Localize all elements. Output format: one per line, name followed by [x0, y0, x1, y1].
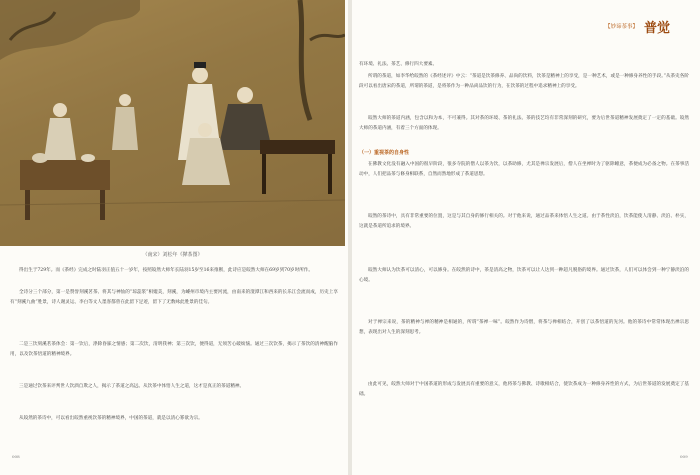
right-page-number: 009: [680, 454, 688, 459]
left-paragraph-1: 得出生于729年。而《茶经》完成之时陆羽正值五十一岁年，按照皎然大师年长陆羽15岁至16来推断，此诗应是皎然大师在69岁到70岁时所作。: [19, 268, 313, 273]
song-dynasty-painting: [0, 0, 345, 246]
section-tag: 【妙谛茶事】: [605, 24, 639, 30]
right-paragraph-6: 皎然大师认为饮茶可以清心，可以修身。在皎然的诗中，茶是清高之物，饮茶可以让人达到一种超凡脱俗的境界。通过饮茶，人们可以体会到一种宁静淡泊的心境。: [359, 268, 689, 284]
figure-caption: （南宋）刘松年《撵茶图》: [142, 252, 203, 258]
left-paragraph-4: 三是通过饮茶来评判世人饮酒自欺之人，揭示了茶道之高远。从饮茶中体悟人生之道，这才是真正的茶道精神。: [19, 384, 245, 389]
painting-illustration: [0, 0, 345, 246]
right-paragraph-4: 在佛教文化没有融入中国的很早阶段，很多寺院的僧人以茶为饮，以茶助修，尤其是禅宗发展后，僧人在坐禅时为了驱除睡意，茶便成为必备之物。在茶事活动中，人们把品茶与修身相联系，自然而然地形成了茶道思想。: [359, 162, 689, 178]
left-page-number: 008: [12, 454, 20, 459]
right-paragraph-7: 对于禅宗来说，茶的精神与禅的精神是相通的，所谓“茶禅一味”。皎然作为诗僧，将茶与禅相结合，开创了以茶悟道的先河。他的茶诗中常常体现出禅宗思想，表现出对人生的深刻思考。: [359, 320, 689, 336]
left-paragraph-2: 全诗分三个部分，第一是赞誉刻溪茗茶、将其与神仙的“琼蕊浆”相媲美，刻溪，为嵊州市境内主要河流，由南来的澄潭江和西来的长乐江会流而成，历史上享有“刻溪九曲”胜景，诗人谢灵运、李白等文人墨客都曾在此留下足迹，留下了无数咏此胜景的佳句。: [10, 290, 338, 306]
section-title: 普觉: [644, 21, 671, 36]
left-paragraph-3: 二是三饮刻溪茗茶体会：第一饮后，涤除昏寐之情感；第二次饮，清明我神；第三次饮，便得道，无须苦心破烦恼。通过三次饮茶，揭示了茶饮的清神醒脑作用，以及饮茶悟道的精神境界。: [10, 342, 338, 358]
right-paragraph-5: 皎然的茶诗中，具有非常重要的位置，这是与其自身的修行相关的。对于他来说，通过品茶来体悟人生之道。由于茶性淡泊，饮茶能使人清静、淡泊、朴实，这就是茶道所追求的境界。: [359, 214, 689, 230]
right-paragraph-8: 由此可见，皎然大师对于中国茶道的形成与发展具有重要的意义，他将茶与佛教、诗歌相结合，使饮茶成为一种修身养性的方式，为后世茶道的发展奠定了基础。: [359, 382, 689, 398]
left-page: [0, 0, 348, 475]
right-paragraph-1: 有环境、礼法、茶艺、修行四大要素。: [359, 62, 438, 67]
right-paragraph-2: 所谓的茶道，如李华给皎然的《茶经述评》中云：“茶道是饮茶修养、品尚的饮料，饮茶是精神上的享受，是一种艺术，或是一种修身养性的手段。”从茶史各阶段可以看出唐宋的茶道，所谓的茶道，是将茶作为一种品尚品饮的行为，在饮茶的过程中追求精神上的享受。: [359, 74, 689, 90]
section-subhead: （一）重视茶的自身性: [359, 150, 410, 156]
right-paragraph-3: 皎然大师的茶道内涵，包含以和为本，不可兼得。其对茶的环境、茶的礼法、茶的技艺均有非常深刻的研究，要为后世茶道精神发展奠定了一定的基础。皎然大师的茶道内涵，有着三个方面的体现。: [359, 116, 689, 132]
left-paragraph-5: 从皎然的茶诗中，可以看出皎然重视饮茶的精神境界，中国的茶道，就是以清心寡欲为宗。: [19, 416, 203, 421]
